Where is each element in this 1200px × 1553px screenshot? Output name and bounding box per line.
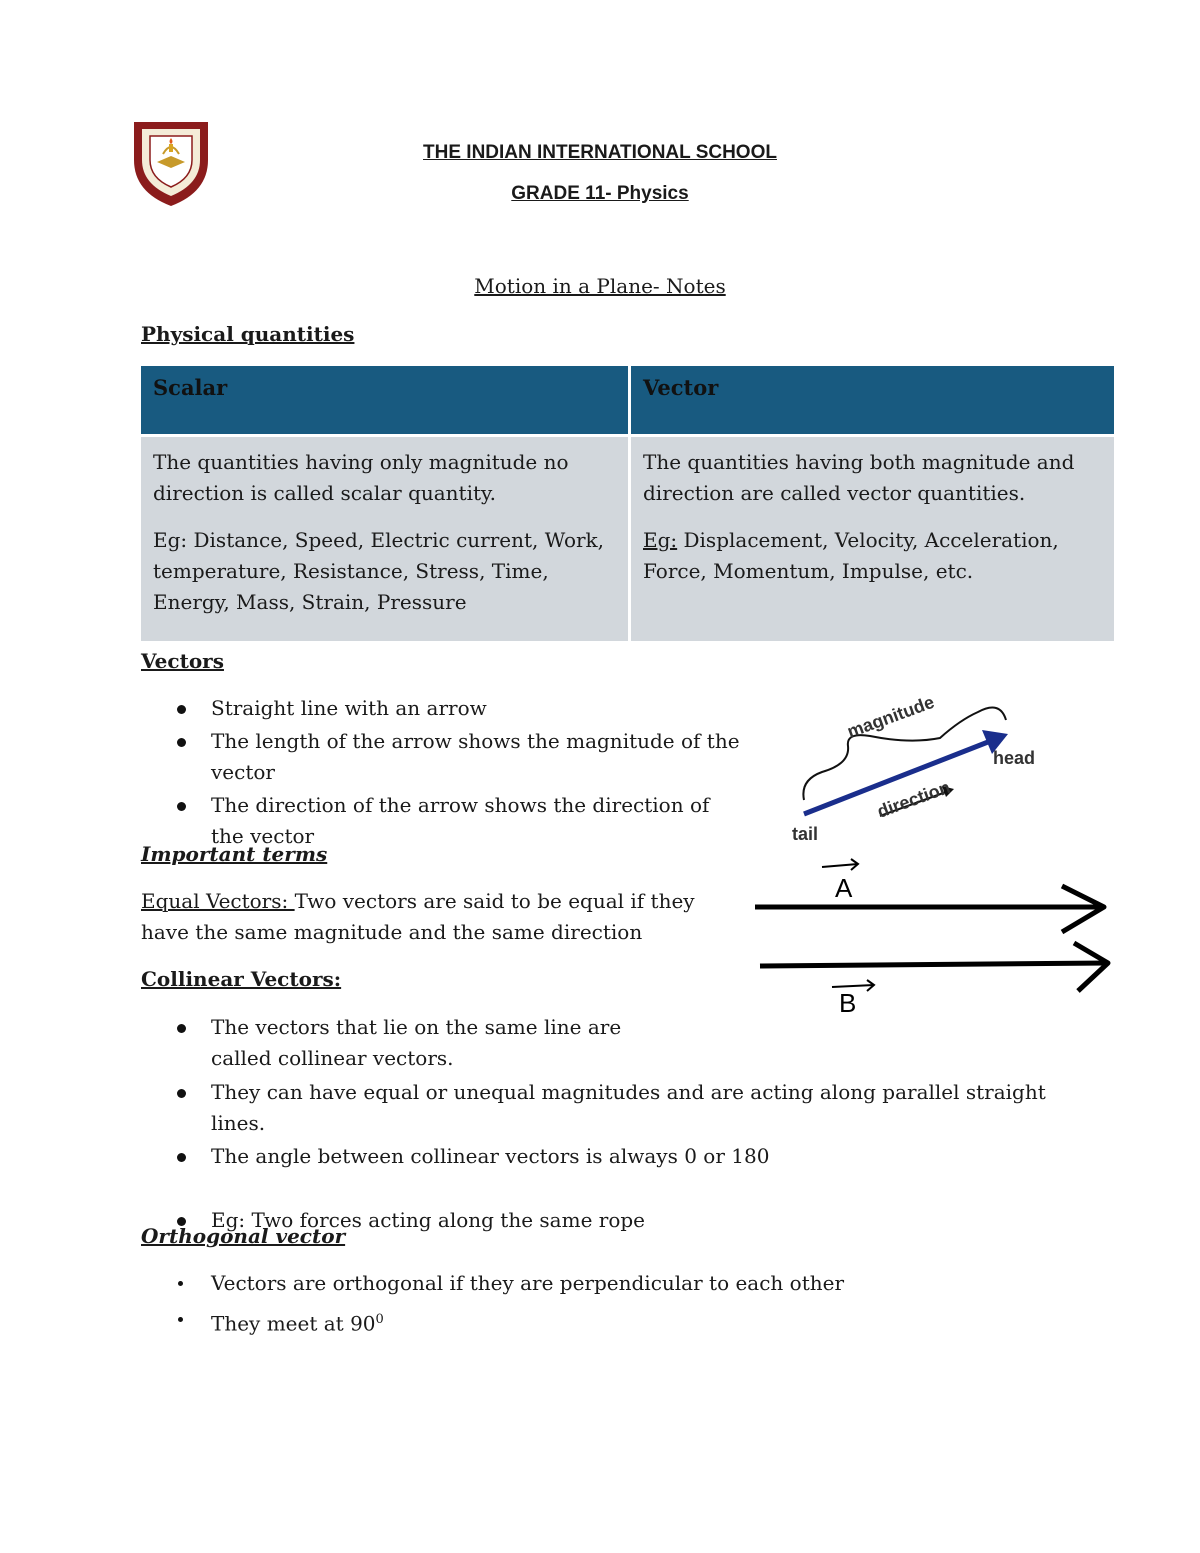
vector-examples (643, 525, 1102, 587)
physical-quantities-heading: Physical quantities (141, 322, 355, 346)
list-item: The direction of the arrow shows the direction of the vector (141, 790, 711, 852)
bullet-icon (177, 802, 186, 811)
list-item: The vectors that lie on the same line are called collinear vectors. (141, 1012, 661, 1074)
bullet-icon (177, 705, 186, 714)
vector-cell (631, 437, 1114, 641)
degree-superscript: 0 (375, 1312, 384, 1327)
diagram-magnitude-label: magnitude (844, 691, 937, 742)
table-header-scalar: Scalar (141, 366, 628, 434)
bullet-icon (177, 1153, 186, 1162)
bullet-icon (178, 1281, 183, 1286)
table-header-vector: Vector (631, 366, 1114, 434)
vector-a-label: A (835, 873, 853, 903)
vectors-heading: Vectors (141, 649, 224, 673)
vector-eg-label: Eg: (643, 528, 678, 552)
orthogonal-list (141, 1268, 1041, 1340)
list-item: They can have equal or unequal magnitudes and are acting along parallel straight lines. (141, 1077, 1101, 1139)
orthogonal-heading: Orthogonal vector (141, 1224, 346, 1248)
list-item: The angle between collinear vectors is always 0 or 180 (141, 1141, 1101, 1172)
bullet-icon (177, 738, 186, 747)
list-item: Straight line with an arrow (141, 693, 781, 724)
vectors-list (141, 693, 781, 852)
equal-vectors-diagram (750, 855, 1120, 1020)
quantities-table (138, 363, 1117, 644)
vector-b-label: B (839, 988, 857, 1018)
diagram-head-label: head (993, 748, 1036, 768)
diagram-direction-label: direction (874, 776, 953, 822)
document-title: Motion in a Plane- Notes (474, 274, 726, 298)
collinear-heading: Collinear Vectors: (141, 967, 342, 991)
vector-diagram (770, 680, 1070, 850)
equal-vectors-paragraph (141, 886, 731, 948)
collinear-list (141, 1012, 1101, 1236)
important-terms-heading: Important terms (141, 842, 328, 866)
vector-examples-text: Displacement, Velocity, Acceleration, Force, Momentum, Impulse, etc. (643, 528, 1059, 583)
list-item: The length of the arrow shows the magnitude of the vector (141, 726, 781, 788)
equal-vectors-text: Two vectors are said to be equal if they have the same magnitude and the same direction (141, 889, 695, 944)
list-item: They meet at $90^0$ (141, 1304, 1041, 1340)
bullet-icon (178, 1317, 183, 1322)
scalar-cell (141, 437, 628, 641)
school-name: THE INDIAN INTERNATIONAL SCHOOL (423, 142, 777, 163)
equal-vectors-label: Equal Vectors: (141, 889, 295, 913)
list-item: Eg: Two forces acting along the same rope (141, 1205, 1101, 1236)
scalar-definition: The quantities having only magnitude no direction is called scalar quantity. (153, 450, 569, 505)
bullet-icon (177, 1024, 186, 1033)
diagram-tail-label: tail (792, 824, 819, 844)
vector-definition: The quantities having both magnitude and direction are called vector quantities. (643, 450, 1075, 505)
scalar-examples: Eg: Distance, Speed, Electric current, Work, temperature, Resistance, Stress, Time, Energy, Mass, Strain, Pressure (153, 528, 605, 614)
grade-subject: GRADE 11- Physics (511, 183, 689, 204)
bullet-icon (177, 1089, 186, 1098)
list-item: Vectors are orthogonal if they are perpendicular to each other (141, 1268, 1041, 1299)
